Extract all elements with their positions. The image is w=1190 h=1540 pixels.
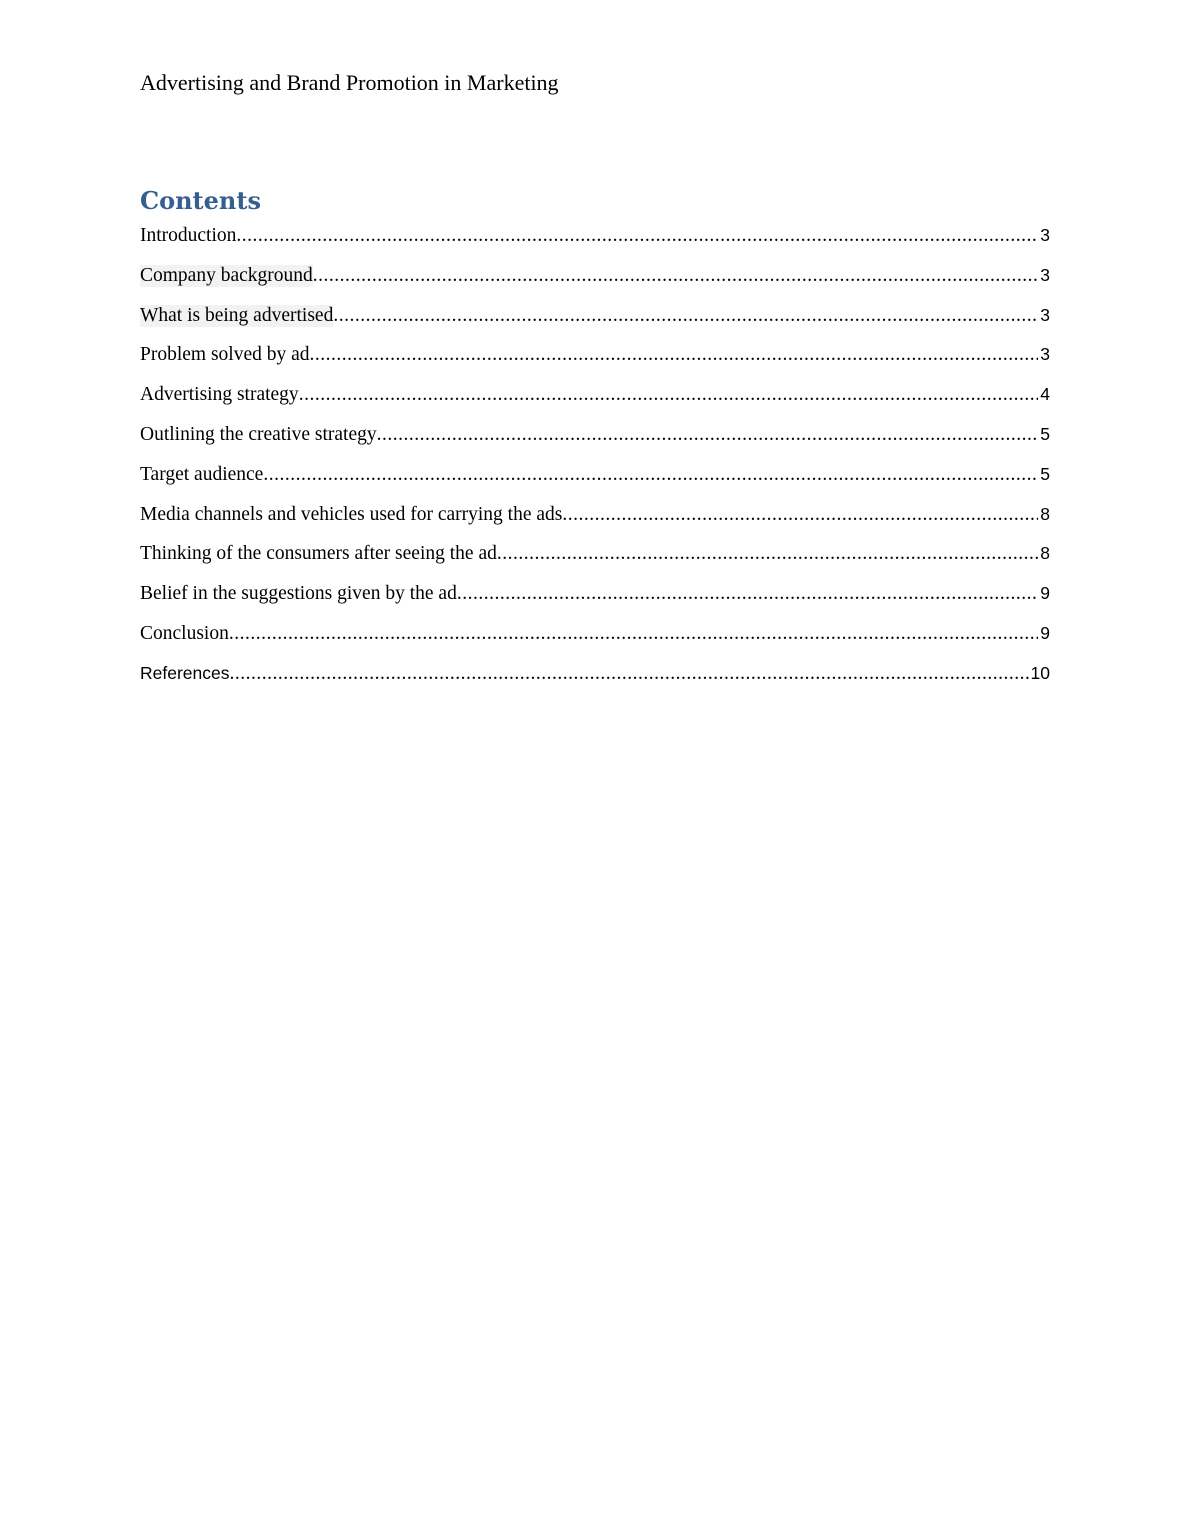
toc-entry-advertising-strategy[interactable]: [140, 384, 1050, 424]
toc-page-number: 8: [1040, 503, 1050, 524]
toc-page-number: 9: [1040, 622, 1050, 643]
toc-page-number: 3: [1040, 344, 1050, 365]
toc-entry-title: Advertising strategy: [140, 384, 299, 406]
toc-dot-leader: [377, 424, 1039, 446]
toc-dot-leader: [230, 663, 1029, 685]
toc-page-number: 8: [1040, 543, 1050, 564]
toc-page-number: 9: [1040, 583, 1050, 604]
toc-entry-references[interactable]: [140, 663, 1050, 703]
toc-entry-title: Introduction: [140, 225, 237, 246]
table-of-contents: [140, 225, 1050, 703]
toc-entry-media-channels[interactable]: [140, 504, 1050, 544]
toc-entry-consumer-thinking[interactable]: [140, 543, 1050, 583]
toc-entry-company-background[interactable]: [140, 265, 1050, 305]
toc-page-number: 3: [1040, 304, 1050, 325]
toc-dot-leader: [236, 225, 1038, 247]
toc-entry-target-audience[interactable]: [140, 464, 1050, 504]
toc-dot-leader: [263, 464, 1038, 486]
toc-dot-leader: [299, 384, 1039, 406]
toc-dot-leader: [457, 583, 1038, 605]
toc-heading: Contents: [140, 186, 261, 215]
toc-page-number: 3: [1040, 264, 1050, 285]
toc-entry-title: Problem solved by ad: [140, 344, 310, 366]
toc-entry-title: Thinking of the consumers after seeing the ad: [140, 543, 497, 565]
toc-dot-leader: [313, 265, 1039, 287]
toc-entry-conclusion[interactable]: [140, 623, 1050, 663]
toc-dot-leader: [229, 623, 1038, 645]
toc-page-number: 10: [1030, 662, 1050, 683]
toc-entry-title: Target audience: [140, 463, 264, 485]
toc-entry-what-is-being-advertised[interactable]: [140, 305, 1050, 345]
toc-entry-title: Belief in the suggestions given by the ad: [140, 583, 457, 605]
toc-entry-creative-strategy[interactable]: [140, 424, 1050, 464]
toc-page-number: 3: [1040, 225, 1050, 245]
toc-page-number: 5: [1040, 463, 1050, 484]
toc-entry-title: Media channels and vehicles used for carrying the ads: [140, 503, 563, 525]
toc-entry-belief-in-suggestions[interactable]: [140, 583, 1050, 623]
toc-entry-title: References: [140, 662, 230, 683]
toc-entry-title: Conclusion: [140, 622, 229, 644]
toc-entry-title: Outlining the creative strategy: [140, 423, 377, 445]
toc-page-number: 5: [1040, 423, 1050, 444]
toc-entry-problem-solved[interactable]: [140, 344, 1050, 384]
toc-dot-leader: [497, 543, 1038, 565]
toc-dot-leader: [333, 305, 1038, 327]
toc-entry-title: Company background: [140, 264, 313, 286]
toc-page-number: 4: [1040, 384, 1050, 405]
toc-dot-leader: [310, 344, 1039, 366]
toc-entry-introduction[interactable]: [140, 225, 1050, 265]
toc-entry-title: What is being advertised: [140, 304, 334, 326]
toc-dot-leader: [562, 504, 1038, 526]
running-header: Advertising and Brand Promotion in Marketing: [140, 70, 559, 95]
